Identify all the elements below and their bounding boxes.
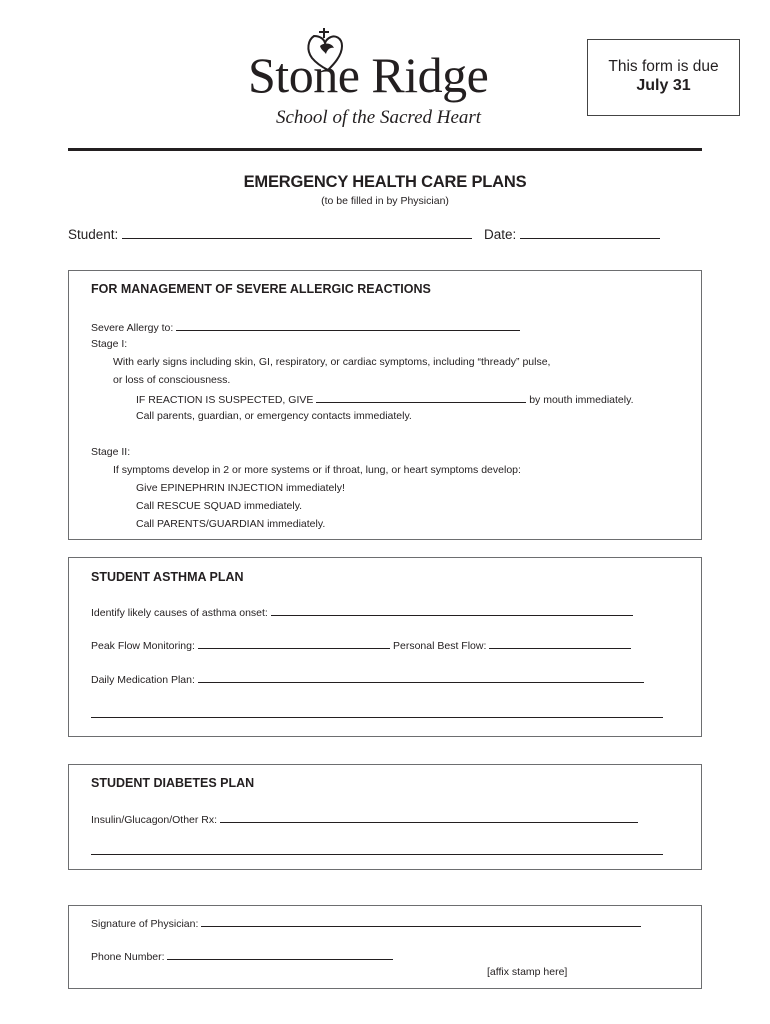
asthma-causes-blank[interactable]: [271, 606, 633, 616]
stage1-label: Stage I:: [91, 338, 128, 350]
peak-flow-label: Peak Flow Monitoring:: [91, 640, 195, 652]
personal-best-label: Personal Best Flow:: [393, 640, 487, 652]
call-parents-guardian-text: Call PARENTS/GUARDIAN immediately.: [136, 518, 326, 530]
allergy-heading: FOR MANAGEMENT OF SEVERE ALLERGIC REACTIONS: [91, 282, 431, 296]
stage1-line2: or loss of consciousness.: [113, 374, 231, 386]
personal-best-field[interactable]: [393, 639, 631, 652]
insulin-field[interactable]: [91, 813, 638, 826]
signature-field[interactable]: [91, 917, 641, 930]
signature-section: [68, 905, 702, 989]
daily-medication-field[interactable]: [91, 673, 644, 686]
stage2-label: Stage II:: [91, 446, 131, 458]
date-field[interactable]: [484, 227, 660, 242]
due-label: This form is due: [608, 58, 719, 75]
student-blank[interactable]: [122, 227, 472, 239]
school-logo-tagline: School of the Sacred Heart: [276, 107, 482, 128]
student-label: Student:: [68, 227, 119, 242]
phone-field[interactable]: [91, 950, 393, 963]
allergy-section: [68, 270, 702, 540]
student-field[interactable]: [68, 227, 472, 242]
diabetes-heading: STUDENT DIABETES PLAN: [91, 776, 255, 790]
severe-allergy-field[interactable]: [91, 321, 520, 334]
stage1-line1: With early signs including skin, GI, respiratory, or cardiac symptoms, including “thready” pulse,: [113, 356, 551, 368]
personal-best-blank[interactable]: [489, 639, 631, 649]
if-reaction-field[interactable]: [136, 393, 633, 406]
insulin-extra-line[interactable]: [91, 854, 663, 855]
stamp-note: [affix stamp here]: [487, 966, 568, 978]
form-subtitle: (to be filled in by Physician): [321, 195, 449, 207]
header-divider: [68, 148, 702, 151]
asthma-heading: STUDENT ASTHMA PLAN: [91, 570, 244, 584]
daily-medication-extra-line[interactable]: [91, 717, 663, 718]
severe-allergy-label: Severe Allergy to:: [91, 322, 174, 334]
due-date: July 31: [636, 77, 691, 94]
peak-flow-field[interactable]: [91, 639, 390, 652]
severe-allergy-blank[interactable]: [176, 321, 520, 331]
call-rescue-text: Call RESCUE SQUAD immediately.: [136, 500, 303, 512]
school-logo-name: Stone Ridge: [248, 47, 489, 103]
daily-medication-label: Daily Medication Plan:: [91, 674, 195, 686]
asthma-section: [68, 557, 702, 737]
diabetes-section: [68, 764, 702, 870]
form-title: EMERGENCY HEALTH CARE PLANS: [243, 173, 527, 191]
signature-blank[interactable]: [201, 917, 641, 927]
by-mouth-label: by mouth immediately.: [529, 394, 634, 406]
date-label: Date:: [484, 227, 517, 242]
due-date-box: [587, 39, 740, 116]
peak-flow-blank[interactable]: [198, 639, 390, 649]
asthma-causes-label: Identify likely causes of asthma onset:: [91, 607, 268, 619]
if-reaction-label: IF REACTION IS SUSPECTED, GIVE: [136, 394, 314, 406]
phone-label: Phone Number:: [91, 951, 165, 963]
give-medication-blank[interactable]: [316, 393, 526, 403]
insulin-blank[interactable]: [220, 813, 638, 823]
stage2-line1: If symptoms develop in 2 or more systems or if throat, lung, or heart symptoms develop:: [113, 464, 521, 476]
give-epinephrin-text: Give EPINEPHRIN INJECTION immediately!: [136, 482, 345, 494]
insulin-label: Insulin/Glucagon/Other Rx:: [91, 814, 218, 826]
signature-label: Signature of Physician:: [91, 918, 199, 930]
call-parents-text: Call parents, guardian, or emergency contacts immediately.: [136, 410, 412, 422]
phone-blank[interactable]: [167, 950, 393, 960]
asthma-causes-field[interactable]: [91, 606, 633, 619]
date-blank[interactable]: [520, 227, 660, 239]
daily-medication-blank[interactable]: [198, 673, 644, 683]
